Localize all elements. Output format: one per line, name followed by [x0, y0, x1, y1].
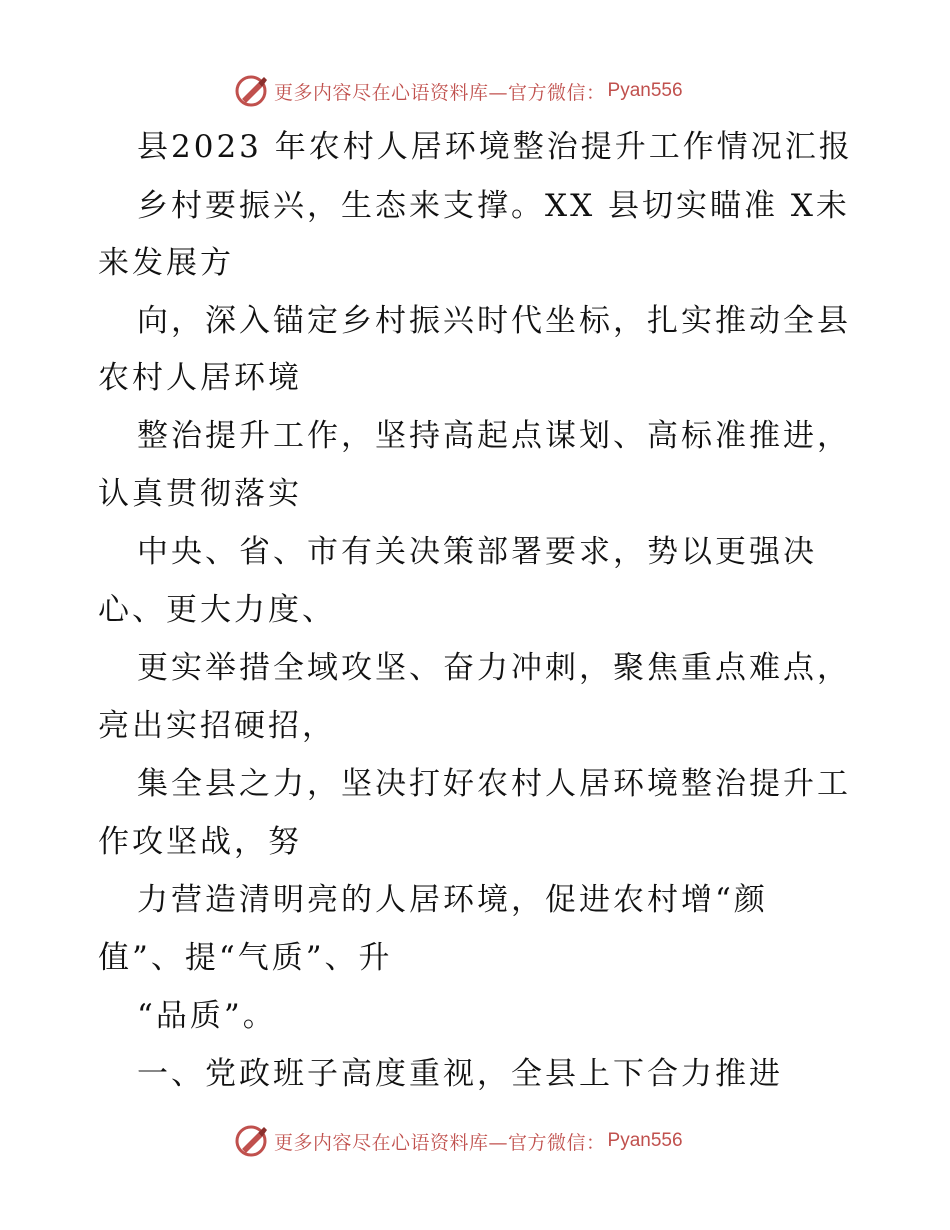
watermark-wechat-id: Pyan556: [607, 80, 683, 101]
paragraph-line: 值”、提“气质”、升: [98, 940, 393, 976]
watermark-header: [234, 71, 683, 111]
section-heading: 一、党政班子高度重视，全县上下合力推进: [137, 1056, 783, 1092]
watermark-text: 更多内容尽在心语资料库—官方微信：: [274, 81, 606, 104]
paragraph-line: 农村人居环境: [98, 360, 302, 396]
paragraph-line: 认真贯彻落实: [98, 476, 302, 512]
pen-logo-icon: [234, 1123, 270, 1159]
paragraph-line: 亮出实招硬招，: [98, 708, 336, 744]
paragraph-line: 作攻坚战，努: [98, 824, 302, 860]
paragraph-line: 乡村要振兴，生态来支撑。XX 县切实瞄准 X未: [137, 188, 850, 224]
paragraph-line: 集全县之力，坚决打好农村人居环境整治提升工: [137, 766, 851, 802]
watermark-text: 更多内容尽在心语资料库—官方微信：: [274, 1131, 606, 1154]
paragraph-line: 来发展方: [98, 245, 234, 281]
paragraph-line: “品质”。: [137, 998, 277, 1034]
watermark-wechat-id: Pyan556: [607, 1130, 683, 1151]
paragraph-line: 中央、省、市有关决策部署要求，势以更强决: [137, 534, 817, 570]
paragraph-line: 向，深入锚定乡村振兴时代坐标，扎实推动全县: [137, 303, 851, 339]
paragraph-line: 力营造清明亮的人居环境，促进农村增“颜: [137, 882, 768, 918]
document-title: 县2023 年农村人居环境整治提升工作情况汇报: [137, 129, 853, 165]
paragraph-line: 心、更大力度、: [98, 592, 336, 628]
pen-logo-icon: [234, 73, 270, 109]
paragraph-line: 整治提升工作，坚持高起点谋划、高标准推进，: [137, 418, 851, 454]
paragraph-line: 更实举措全域攻坚、奋力冲刺，聚焦重点难点，: [137, 650, 851, 686]
watermark-footer: [234, 1121, 683, 1161]
